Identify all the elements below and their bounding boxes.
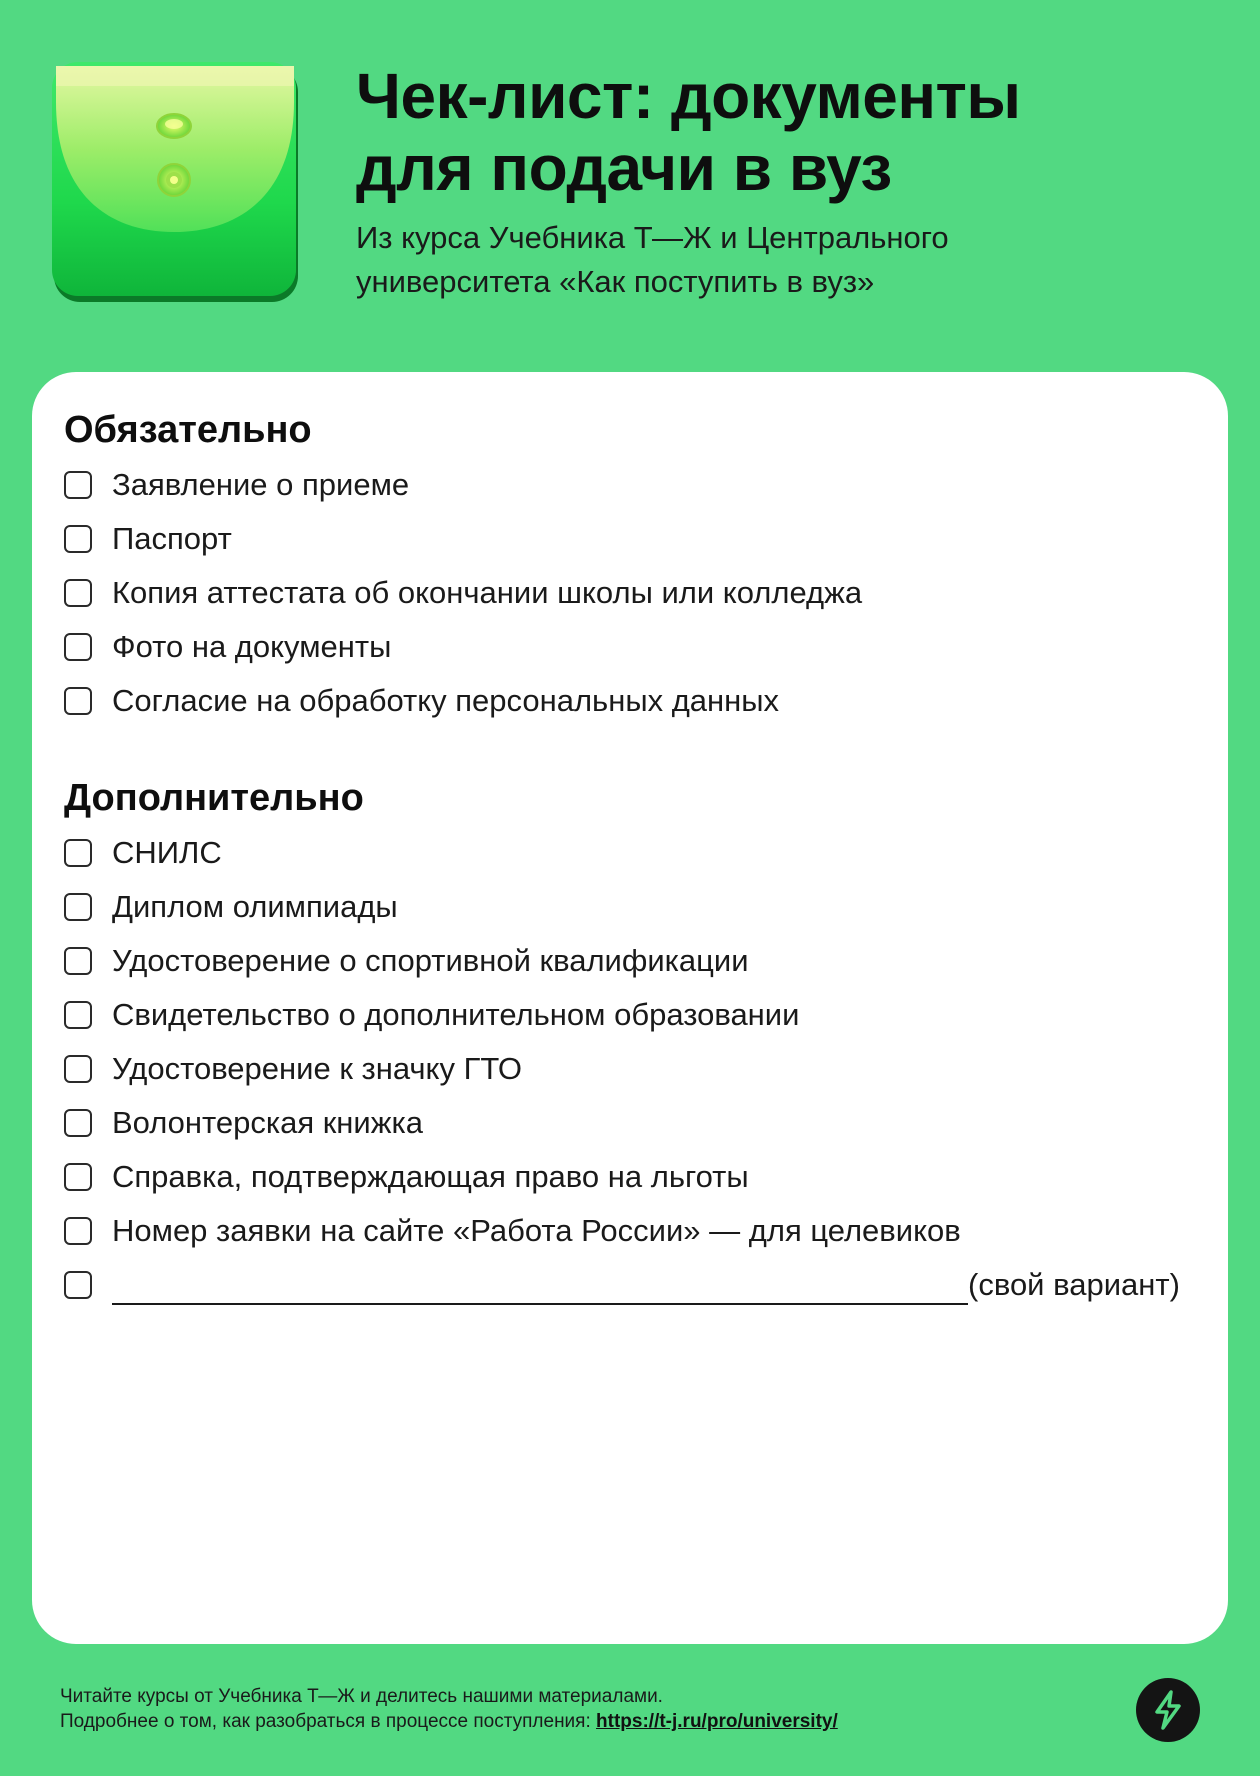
checkbox[interactable] — [64, 579, 92, 607]
checkbox[interactable] — [64, 525, 92, 553]
checklist-item[interactable] — [64, 887, 398, 927]
checklist-item-label: Заявление о приеме — [112, 467, 410, 502]
lightning-logo-icon[interactable] — [1136, 1678, 1200, 1742]
footer-line-2 — [60, 1709, 1060, 1734]
page-subtitle — [356, 216, 1176, 304]
checklist-item-label: Копия аттестата об окончании школы или колледжа — [112, 575, 863, 610]
checkbox[interactable] — [64, 1055, 92, 1083]
checklist-item-label: Волонтерская книжка — [112, 1105, 423, 1140]
checkbox[interactable] — [64, 687, 92, 715]
checklist-item-label: СНИЛС — [112, 835, 222, 870]
checklist-item[interactable] — [64, 941, 749, 981]
lightning-bolt-icon — [1151, 1690, 1185, 1730]
checklist-item-label: Фото на документы — [112, 629, 392, 664]
checklist-item-label: Паспорт — [112, 521, 232, 556]
checklist-item[interactable] — [64, 519, 232, 559]
subtitle-line-2: университета «Как поступить в вуз» — [356, 264, 875, 299]
footer — [60, 1684, 1060, 1734]
subtitle-line-1: Из курса Учебника Т—Ж и Центрального — [356, 220, 949, 255]
checklist-item-label: Удостоверение к значку ГТО — [112, 1051, 523, 1086]
custom-option-blank-line[interactable] — [112, 1271, 968, 1305]
checklist-item[interactable] — [64, 681, 779, 721]
checkbox[interactable] — [64, 633, 92, 661]
checklist-item[interactable] — [64, 833, 222, 873]
checklist-item-label: Свидетельство о дополнительном образовании — [112, 997, 800, 1032]
page-title — [356, 60, 1216, 204]
checklist-item[interactable] — [64, 995, 799, 1035]
checklist-card — [32, 372, 1228, 1644]
checklist-item[interactable] — [64, 465, 409, 505]
checklist-item[interactable] — [64, 573, 862, 613]
footer-line-1: Читайте курсы от Учебника Т—Ж и делитесь нашими материалами. — [60, 1686, 663, 1707]
checklist-item-label: Номер заявки на сайте «Работа России» — для целевиков — [112, 1213, 961, 1248]
checklist-item[interactable] — [64, 1211, 961, 1251]
checklist-item-label: Удостоверение о спортивной квалификации — [112, 943, 749, 978]
checkbox[interactable] — [64, 471, 92, 499]
checkbox[interactable] — [64, 1217, 92, 1245]
footer-line-2-text: Подробнее о том, как разобраться в процессе поступления: — [60, 1711, 597, 1732]
checkbox[interactable] — [64, 1163, 92, 1191]
checklist-item-label: Диплом олимпиады — [112, 889, 398, 924]
checklist-item[interactable] — [64, 1049, 522, 1089]
section-title-optional: Дополнительно — [64, 777, 364, 819]
checklist-item[interactable] — [64, 1157, 749, 1197]
checkbox[interactable] — [64, 839, 92, 867]
custom-option-row — [112, 1265, 1180, 1305]
section-title-required: Обязательно — [64, 409, 312, 451]
checklist-item[interactable] — [64, 1103, 423, 1143]
envelope-folder-icon — [48, 56, 304, 308]
checklist-item-label: Справка, подтверждающая право на льготы — [112, 1159, 749, 1194]
checkbox[interactable] — [64, 947, 92, 975]
checkbox[interactable] — [64, 1001, 92, 1029]
checklist-item[interactable] — [64, 627, 391, 667]
checklist-item-label: Согласие на обработку персональных данных — [112, 683, 780, 718]
checklist-item-custom[interactable] — [64, 1265, 1180, 1305]
footer-link[interactable]: https://t-j.ru/pro/university/ — [596, 1711, 838, 1732]
title-line-2: для подачи в вуз — [356, 132, 892, 204]
checkbox[interactable] — [64, 893, 92, 921]
custom-option-label: (свой вариант) — [968, 1267, 1180, 1302]
title-line-1: Чек-лист: документы — [356, 60, 1021, 132]
checkbox[interactable] — [64, 1271, 92, 1299]
checkbox[interactable] — [64, 1109, 92, 1137]
